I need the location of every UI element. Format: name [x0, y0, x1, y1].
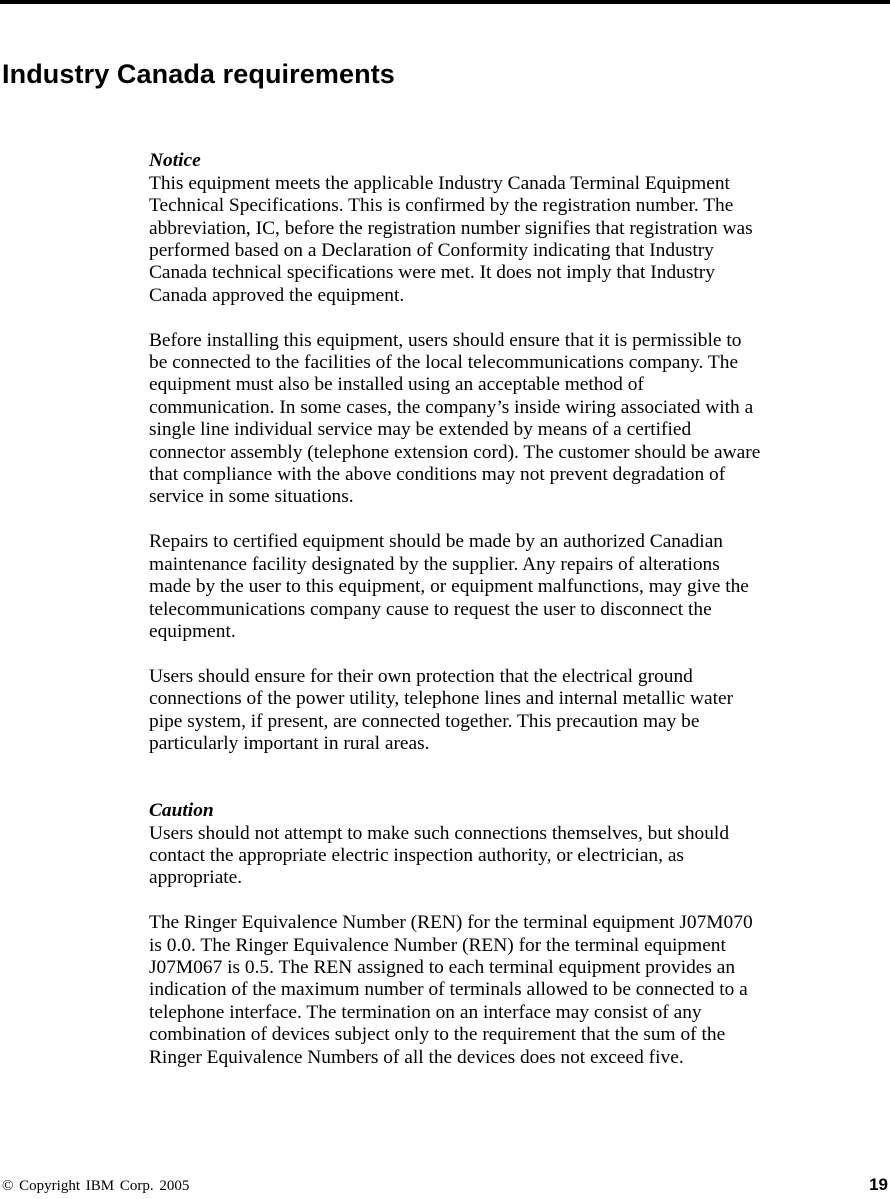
notice-text: This equipment meets the applicable Industry Canada Terminal Equipment Technical Specifications. This is confirmed by the registration number. The abbreviation, IC, before the registration number signifies that registration was performed based on a Declaration of Conformity indicating that Industry Canada technical specifications were met. It does not imply that Industry Canada approved the equipment. — [149, 172, 753, 306]
caution-text: Users should not attempt to make such connections themselves, but should contact the appropriate electric inspection authority, or electrician, as appropriate. — [149, 822, 730, 889]
paragraph-installation: Before installing this equipment, users should ensure that it is permissible to be connected to the facilities of the local telecommunications company. The equipment must also be installed using an acceptable method of communication. In some cases, the company’s inside wiring associated with a single line individual service may be extended by means of a certified connector assembly (telephone extension cord). The customer should be aware that compliance with the above conditions may not prevent degradation of service in some situations. — [149, 329, 761, 508]
top-rule — [0, 0, 890, 4]
paragraph-grounding: Users should ensure for their own protection that the electrical ground connections of the power utility, telephone lines and internal metallic water pipe system, if present, are connected together. This precaution may be particularly important in rural areas. — [149, 665, 734, 754]
page-title: Industry Canada requirements — [2, 59, 395, 89]
document-body — [149, 128, 890, 1091]
notice-section — [149, 128, 890, 307]
paragraph-ren: The Ringer Equivalence Number (REN) for the terminal equipment J07M070 is 0.0. The Ringer Equivalence Number (REN) for the terminal equipment J07M067 is 0.5. The REN assigned to each terminal equipment provides an indication of the maximum number of terminals allowed to be connected to a telephone interface. The termination on an interface may consist of any combination of devices subject only to the requirement that the sum of the Ringer Equivalence Numbers of all the devices does not exceed five. — [149, 912, 753, 1068]
caution-section — [149, 778, 890, 890]
footer-copyright: © Copyright IBM Corp. 2005 — [2, 1178, 190, 1194]
page-number: 19 — [869, 1175, 888, 1194]
paragraph-repairs: Repairs to certified equipment should be made by an authorized Canadian maintenance facility designated by the supplier. Any repairs of alterations made by the user to this equipment, or equipment malfunctions, may give the telecommunications company cause to request the user to disconnect the equipment. — [149, 531, 749, 642]
caution-label: Caution — [149, 800, 214, 822]
notice-label: Notice — [149, 150, 201, 172]
